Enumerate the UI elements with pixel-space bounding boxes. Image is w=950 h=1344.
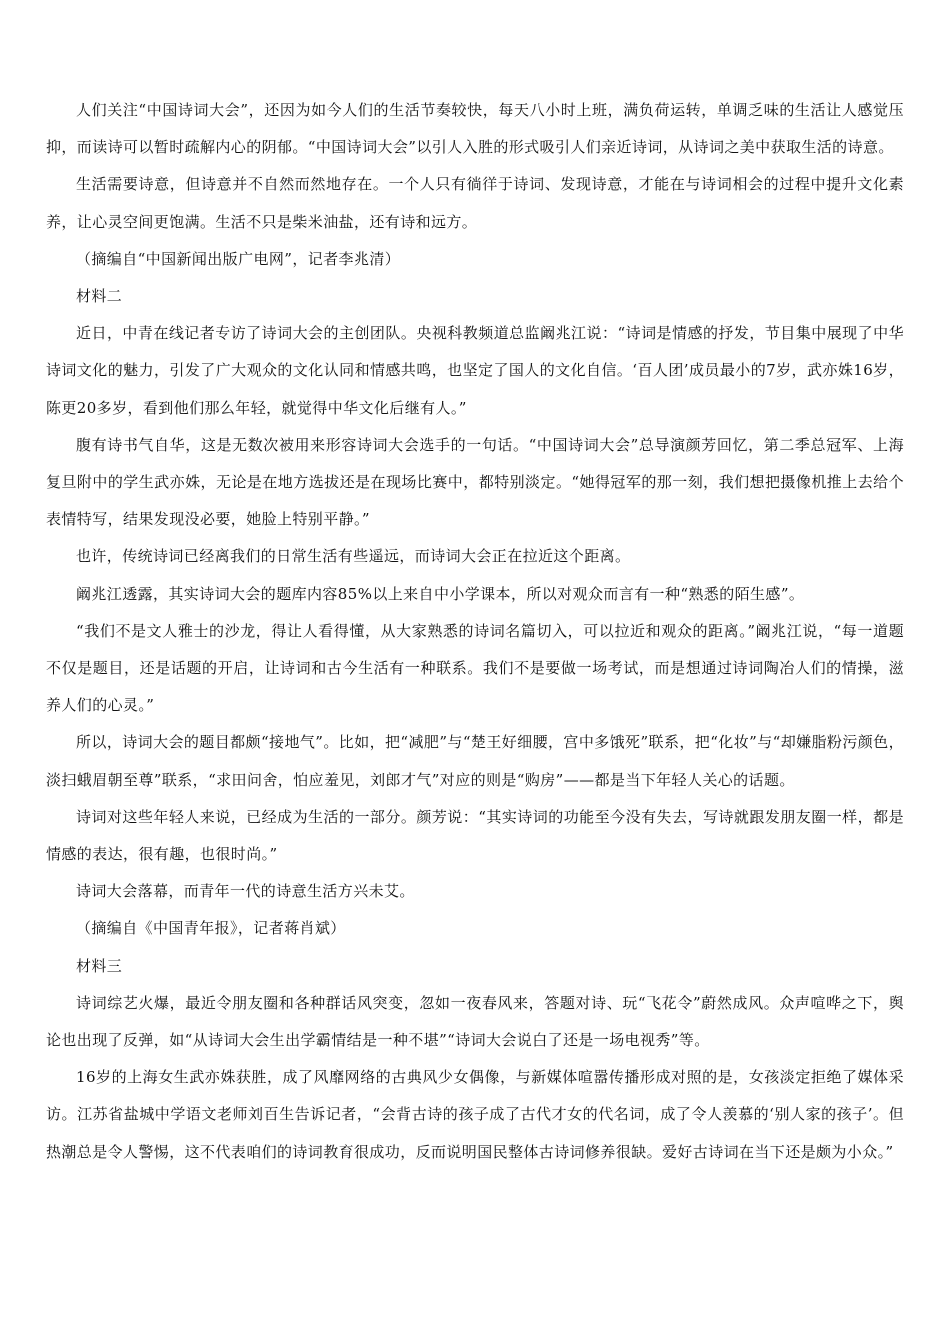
paragraph-11: 诗词综艺火爆，最近令朋友圈和各种群话风突变，忽如一夜春风来，答题对诗、玩“飞花令”蔚然成风。众声喧哗之下，舆论也出现了反弹，如“从诗词大会生出学霸情结是一种不堪”“诗词大会说白了还是一场电视秀”等。 <box>46 993 904 1050</box>
paragraph-7: “我们不是文人雅士的沙龙，得让人看得懂，从大家熟悉的诗词名篇切入，可以拉近和观众的距离。”阚兆江说，“每一道题不仅是题目，还是话题的开启，让诗词和古今生活有一种联系。我们不是要做一场考试，而是想通过诗词陶冶人们的情操，滋养人们的心灵。” <box>46 621 904 715</box>
paragraph-10: 诗词大会落幕，而青年一代的诗意生活方兴未艾。 <box>76 882 415 901</box>
source-note-2: （摘编自《中国青年报》，记者蒋肖斌） <box>76 919 346 938</box>
paragraph-5: 也许，传统诗词已经离我们的日常生活有些遥远，而诗词大会正在拉近这个距离。 <box>76 547 631 566</box>
paragraph-8: 所以，诗词大会的题目都颇“接地气”。比如，把“减肥”与“楚王好细腰，宫中多饿死”联系，把“化妆”与“却嫌脂粉污颜色，淡扫蛾眉朝至尊”联系，“求田问舍，怕应羞见，刘郎才气”对应的则是“购房”——都是当下年轻人关心的话题。 <box>46 733 904 789</box>
section-heading-material-3: 材料三 <box>76 956 123 975</box>
source-note-1: （摘编自“中国新闻出版广电网”，记者李兆清） <box>76 249 401 268</box>
paragraph-4: 腹有诗书气自华，这是无数次被用来形容诗词大会选手的一句话。“中国诗词大会”总导演颜芳回忆，第二季总冠军、上海复旦附中的学生武亦姝，无论是在地方选拔还是在现场比赛中，都特别淡定。“她得冠军的那一刻，我们想把摄像机推上去给个表情特写，结果发现没必要，她脸上特别平静。” <box>46 435 904 529</box>
paragraph-9: 诗词对这些年轻人来说，已经成为生活的一部分。颜芳说：“其实诗词的功能至今没有失去，写诗就跟发朋友圈一样，都是情感的表达，很有趣，也很时尚。” <box>46 807 904 864</box>
document-body <box>46 92 904 1171</box>
paragraph-3: 近日，中青在线记者专访了诗词大会的主创团队。央视科教频道总监阚兆江说：“诗词是情感的抒发，节目集中展现了中华诗词文化的魅力，引发了广大观众的文化认同和情感共鸣，也坚定了国人的文化自信。‘百人团’成员最小的7岁，武亦姝16岁，陈更20多岁，看到他们那么年轻，就觉得中华文化后继有人。” <box>46 324 904 417</box>
paragraph-6: 阚兆江透露，其实诗词大会的题库内容85%以上来自中小学课本，所以对观众而言有一种“熟悉的陌生感”。 <box>76 584 805 603</box>
paragraph-2: 生活需要诗意，但诗意并不自然而然地存在。一个人只有徜徉于诗词、发现诗意，才能在与诗词相会的过程中提升文化素养，让心灵空间更饱满。生活不只是柴米油盐，还有诗和远方。 <box>46 175 904 231</box>
paragraph-1: 人们关注“中国诗词大会”，还因为如今人们的生活节奏较快，每天八小时上班，满负荷运转，单调乏味的生活让人感觉压抑，而读诗可以暂时疏解内心的阴郁。“中国诗词大会”以引人入胜的形式吸引人们亲近诗词，从诗词之美中获取生活的诗意。 <box>46 101 904 157</box>
paragraph-12: 16岁的上海女生武亦姝获胜，成了风靡网络的古典风少女偶像，与新媒体喧嚣传播形成对照的是，女孩淡定拒绝了媒体采访。江苏省盐城中学语文老师刘百生告诉记者，“会背古诗的孩子成了古代才女的代名词，成了令人羡慕的‘别人家的孩子’。但热潮总是令人警惕，这不代表咱们的诗词教育很成功，反而说明国民整体古诗词修养很缺。爱好古诗词在当下还是颇为小众。” <box>46 1068 904 1161</box>
section-heading-material-2: 材料二 <box>76 287 123 306</box>
